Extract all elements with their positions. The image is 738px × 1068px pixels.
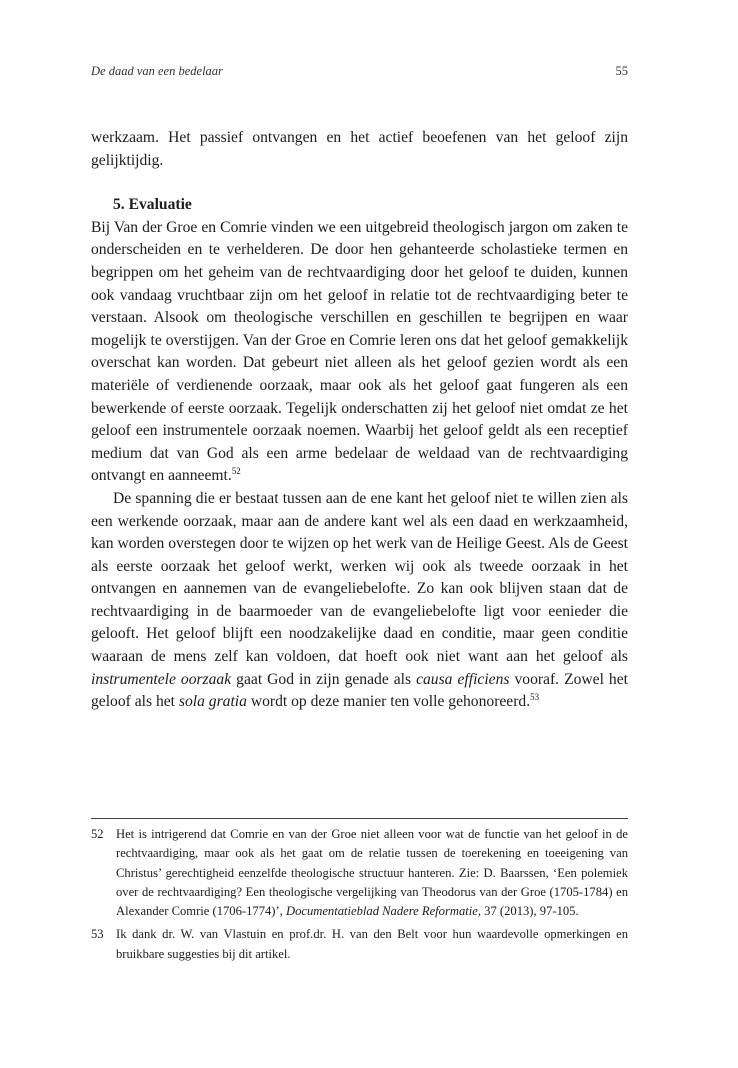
running-title: De daad van een bedelaar [91, 64, 223, 78]
footnote-ref-52[interactable]: 52 [231, 466, 241, 477]
term-causa-efficiens: causa efficiens [416, 670, 510, 688]
body-text [91, 127, 628, 714]
paragraph-evaluation-text: Bij Van der Groe en Comrie vinden we een uitgebreid theologisch jargon om zaken te onderscheiden en te verhelderen. De door hen gehanteerde scholastieke termen en begrippen om het geheim van de rechtvaardiging door het geloof te duiden, kunnen ook vandaag vruchtbaar zijn om het geloof in relatie tot de rechtvaardiging beter te verstaan. Alsook om theologische verschillen en geschillen te begrijpen en waar mogelijk te overstijgen. Van der Groe en Comrie leren ons dat het geloof gemakkelijk overschat kan worden. Dat gebeurt niet alleen als het geloof gezien wordt als een materiële of verdienende oorzaak, maar ook als het geloof gaat fungeren als een bewerkende of eerste oorzaak. Tegelijk onderschatten zij het geloof niet omdat ze het geloof een instrumentele oorzaak noemen. Waarbij het geloof geldt als een receptief medium dat van God als een arme bedelaar de weldaad van de rechtvaardiging ontvangt en aanneemt. [91, 218, 628, 485]
paragraph-spanning-text-b: gaat God in zijn genade als [231, 670, 417, 688]
footnote-53 [91, 925, 628, 964]
paragraph-spanning [91, 488, 628, 714]
footnotes [91, 825, 628, 964]
footnote-ref-53[interactable]: 53 [530, 692, 540, 703]
paragraph-evaluation [91, 217, 628, 488]
term-instrumentele-oorzaak: instrumentele oorzaak [91, 670, 232, 688]
footnote-citation: 37 (2013), 97-105. [481, 904, 579, 919]
paragraph-spanning-text-a: De spanning die er bestaat tussen aan de ene kant het geloof niet te willen zien als een werkende oorzaak, maar aan de andere kant wel als een daad en werkzaamheid, kan worden overstegen door te wijzen op het werk van de Heilige Geest. Als de Geest als eerste oorzaak het geloof werkt, werken wij ook als tweede oorzaak in het ontvangen en aannemen van de evangeliebelofte. Zo kan ook blijven staan dat de rechtvaardiging in de baarmoeder van de evangeliebelofte ligt voor eenieder die gelooft. Het geloof blijft een noodzakelijke daad en conditie, maar geen conditie waaraan de mens zelf kan voldoen, dat hoeft ook niet want aan het geloof als [91, 489, 628, 666]
footnote-text: Ik dank dr. W. van Vlastuin en prof.dr. H. van den Belt voor hun waardevolle opmerkingen en bruikbare suggesties bij dit artikel. [116, 927, 628, 961]
page-number: 55 [615, 64, 628, 78]
footnote-number: 52 [91, 827, 104, 841]
footnote-text: Het is intrigerend dat Comrie en van der Groe niet alleen voor wat de functie van het geloof in de rechtvaardiging, maar ook als het gaat om de relatie tussen de toerekening en toeeigening van Christus’ gerechtigheid eenzelfde theologische structuur hanteren. Zie: D. Baarssen, ‘Een polemiek over de rechtvaardiging? Een theologische vergelijking van Theodorus van der Groe (1705-1784) en Alexander Comrie (1706-1774)’, [116, 827, 628, 919]
paragraph-spanning-text-d: wordt op deze manier ten volle gehonoreerd. [246, 693, 531, 711]
term-sola-gratia: sola gratia [178, 693, 247, 711]
footnote-journal: Documentatieblad Nadere Reformatie, [285, 904, 482, 919]
paragraph-spanning-text-c: vooraf. Zowel het geloof als het [91, 670, 628, 711]
footnote-divider [91, 818, 628, 819]
footnote-52 [91, 825, 628, 921]
paragraph-continuation: werkzaam. Het passief ontvangen en het actief beoefenen van het geloof zijn gelijktijdig. [91, 129, 628, 169]
footnote-number: 53 [91, 927, 104, 942]
running-header [91, 64, 628, 79]
section-heading: 5. Evaluatie [113, 196, 192, 214]
